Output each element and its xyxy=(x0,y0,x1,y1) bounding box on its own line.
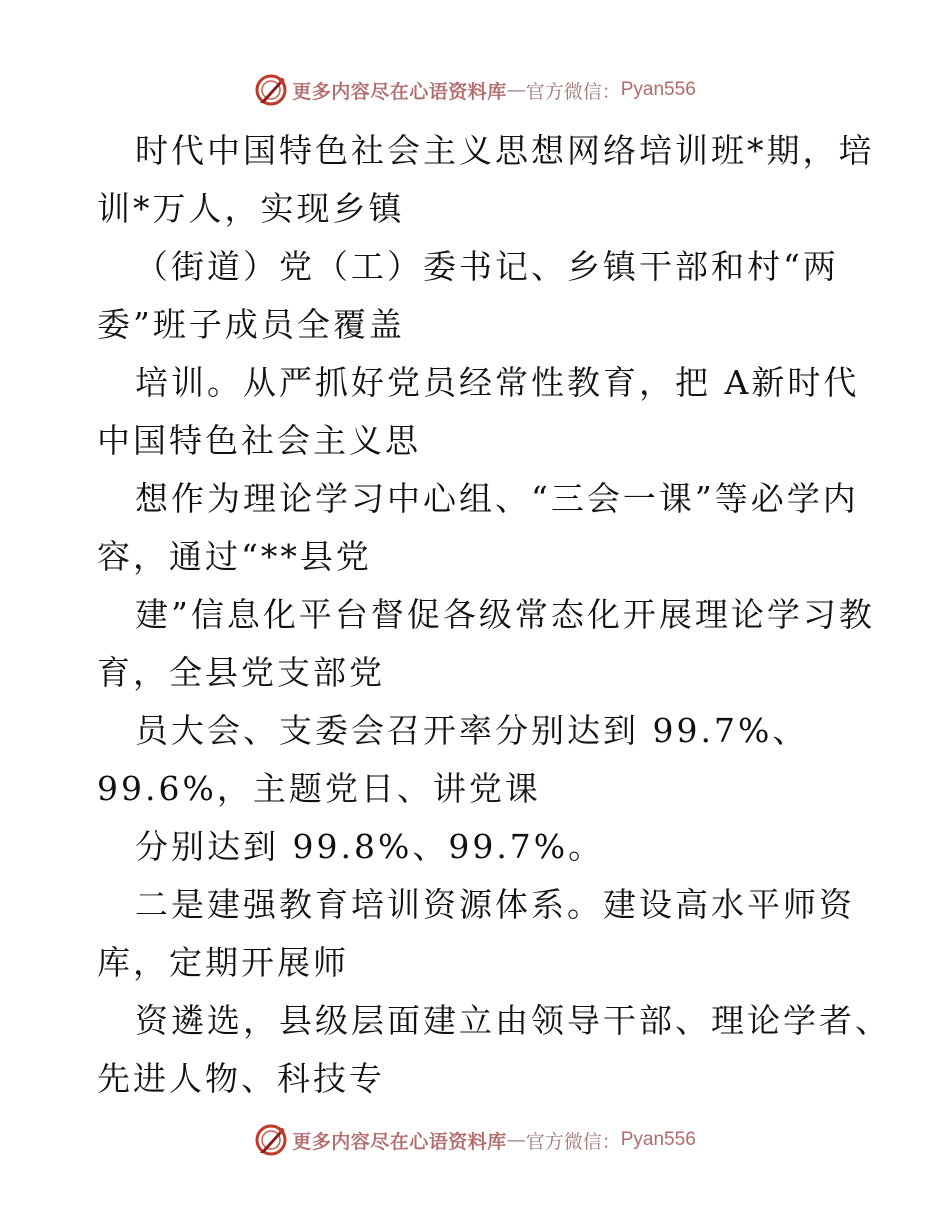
body-line: 资遴选，县级层面建立由领导干部、理论学者、 xyxy=(135,1001,891,1040)
body-line: 中国特色社会主义思 xyxy=(97,421,421,460)
body-line: 育，全县党支部党 xyxy=(97,653,385,692)
body-line: 委”班子成员全覆盖 xyxy=(97,305,405,344)
body-line: （街道）党（工）委书记、乡镇干部和村“两 xyxy=(135,247,839,286)
body-line: 容，通过“**县党 xyxy=(97,537,372,576)
body-line: 先进人物、科技专 xyxy=(97,1059,385,1098)
body-line: 二是建强教育培训资源体系。建设高水平师资 xyxy=(135,885,855,924)
watermark-text: 更多内容尽在心语资料库 xyxy=(292,1130,507,1153)
watermark-separator: — xyxy=(506,1129,526,1151)
body-line: 时代中国特色社会主义思想网络培训班*期，培 xyxy=(135,131,875,170)
body-line: 99.6%，主题党日、讲党课 xyxy=(97,769,541,808)
body-line: 培训。从严抓好党员经常性教育，把 A新时代 xyxy=(135,363,860,402)
watermark-wechat-id: Pyan556 xyxy=(620,1129,696,1150)
watermark-separator: — xyxy=(506,79,526,101)
quill-logo-icon xyxy=(254,1123,288,1157)
body-line: 库，定期开展师 xyxy=(97,943,349,982)
body-line: 分别达到 99.8%、99.7%。 xyxy=(135,827,605,866)
quill-logo-icon xyxy=(254,73,288,107)
document-body xyxy=(97,122,891,1108)
body-line: 训*万人，实现乡镇 xyxy=(97,189,405,228)
body-line: 想作为理论学习中心组、“三会一课”等必学内 xyxy=(135,479,859,518)
body-line: 员大会、支委会召开率分别达到 99.7%、 xyxy=(135,711,809,750)
body-line: 建”信息化平台督促各级常态化开展理论学习教 xyxy=(135,595,875,634)
watermark-wechat-label: 官方微信： xyxy=(525,80,621,103)
footer-watermark xyxy=(0,1120,950,1160)
header-watermark xyxy=(0,70,950,110)
watermark-wechat-id: Pyan556 xyxy=(620,79,696,100)
watermark-wechat-label: 官方微信： xyxy=(525,1130,621,1153)
watermark-text: 更多内容尽在心语资料库 xyxy=(292,80,507,103)
